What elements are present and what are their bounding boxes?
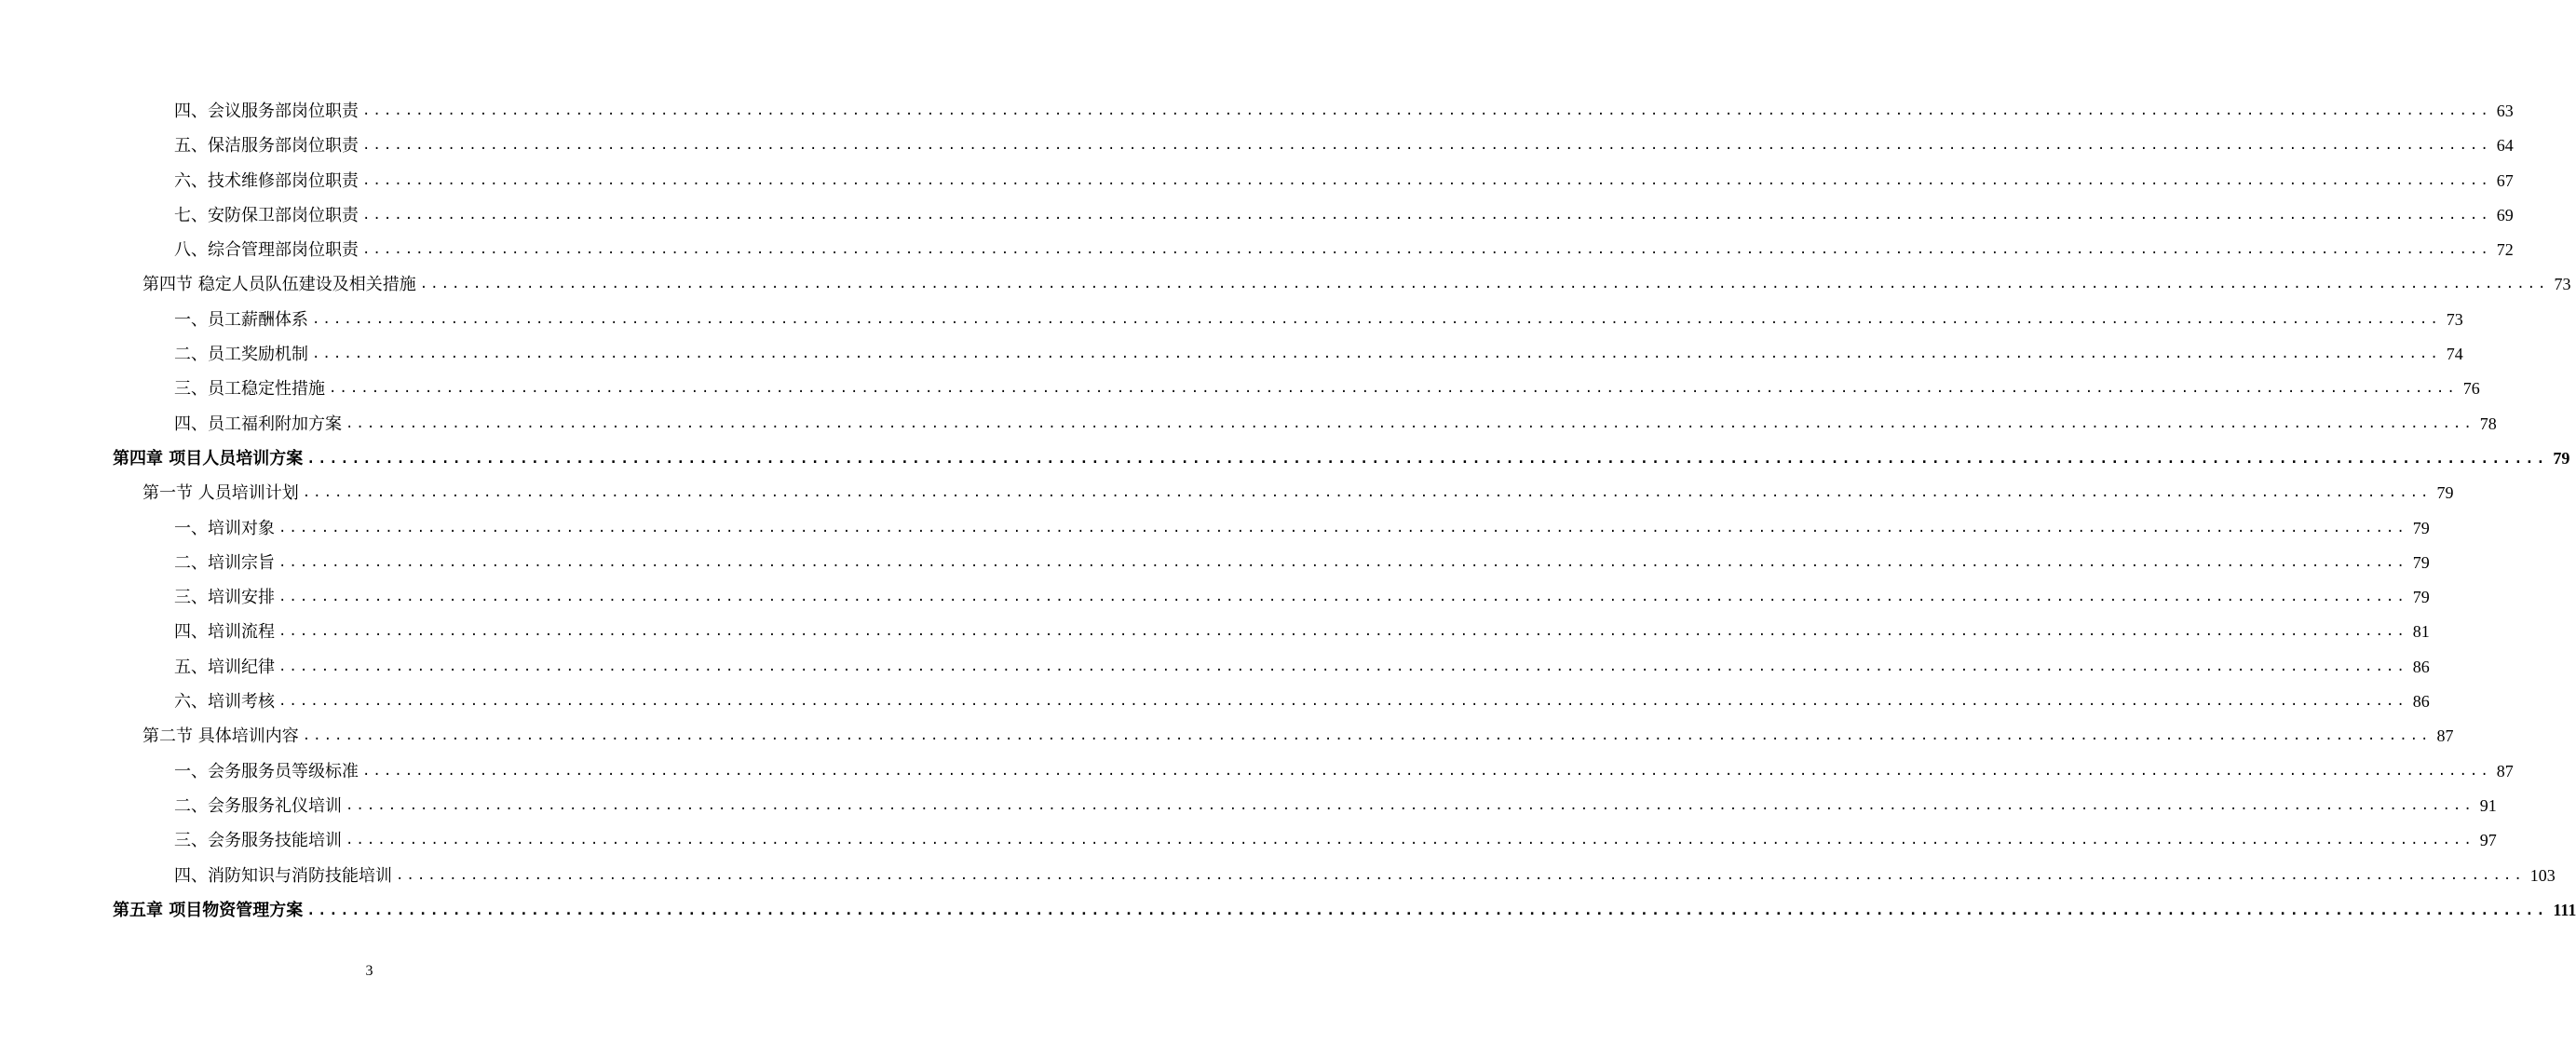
toc-dot-leader: ........................................................................................................................................................................................................ (278, 658, 2407, 674)
toc-entry-page: 79 (2436, 483, 2454, 503)
toc-entry-label: 三、培训安排 (174, 588, 275, 608)
toc-entry-item[interactable] (0, 303, 2463, 337)
toc-entry-label: 八、综合管理部岗位职责 (174, 240, 359, 261)
toc-dot-leader: ........................................................................................................................................................................................................ (278, 590, 2407, 605)
toc-entry-page: 97 (2479, 831, 2497, 850)
page-number: 3 (365, 963, 373, 979)
toc-dot-leader: ........................................................................................................................................................................................................ (278, 554, 2407, 570)
toc-entry-page: 64 (2496, 136, 2514, 156)
toc-entry-page: 111 (2553, 900, 2576, 919)
toc-dot-leader: ........................................................................................................................................................................................................ (329, 381, 2458, 397)
toc-entry-item[interactable] (0, 789, 2497, 823)
toc-entry-page: 86 (2412, 657, 2430, 676)
toc-entry-item[interactable] (0, 546, 2430, 580)
toc-dot-leader: ........................................................................................................................................................................................................ (302, 728, 2432, 744)
toc-entry-page: 67 (2496, 170, 2514, 190)
toc-entry-page: 81 (2412, 622, 2430, 642)
toc-entry-item[interactable] (0, 754, 2514, 789)
toc-entry-page: 91 (2479, 795, 2497, 815)
toc-entry-label: 一、员工薪酬体系 (174, 309, 308, 330)
toc-entry-chapter[interactable] (0, 441, 2570, 476)
toc-entry-item[interactable] (0, 511, 2430, 546)
toc-entry-page: 79 (2412, 552, 2430, 572)
toc-entry-label: 二、员工奖励机制 (174, 345, 308, 365)
toc-entry-page: 79 (2412, 588, 2430, 607)
toc-entry-label: 七、安防保卫部岗位职责 (174, 205, 359, 225)
toc-entry-section[interactable] (0, 476, 2454, 510)
toc-entry-item[interactable] (0, 233, 2514, 267)
toc-entry-page: 79 (2553, 448, 2570, 468)
toc-dot-leader: ........................................................................................................................................................................................................ (278, 520, 2407, 536)
toc-dot-leader: ........................................................................................................................................................................................................ (362, 207, 2491, 223)
toc-entry-page: 86 (2412, 692, 2430, 712)
toc-entry-item[interactable] (0, 615, 2430, 649)
toc-dot-leader: ........................................................................................................................................................................................................ (312, 311, 2441, 327)
toc-entry-section[interactable] (0, 719, 2454, 753)
toc-entry-page: 76 (2462, 379, 2480, 399)
table-of-contents (0, 94, 2576, 928)
toc-entry-label: 六、培训考核 (174, 692, 275, 712)
toc-entry-item[interactable] (0, 372, 2480, 406)
toc-dot-leader: ........................................................................................................................................................................................................ (278, 694, 2407, 710)
toc-dot-leader: ........................................................................................................................................................................................................ (362, 172, 2491, 188)
toc-entry-page: 103 (2529, 865, 2556, 885)
toc-entry-label: 三、员工稳定性措施 (174, 379, 325, 400)
toc-entry-item[interactable] (0, 164, 2514, 198)
toc-dot-leader: ........................................................................................................................................................................................................ (302, 485, 2432, 501)
toc-entry-item[interactable] (0, 650, 2430, 685)
toc-dot-leader: ........................................................................................................................................................................................................ (362, 103, 2491, 118)
toc-entry-page: 69 (2496, 205, 2514, 224)
toc-entry-label: 六、技术维修部岗位职责 (174, 170, 359, 191)
toc-entry-label: 第四章 项目人员培训方案 (113, 448, 304, 468)
toc-entry-item[interactable] (0, 337, 2463, 372)
toc-dot-leader: ........................................................................................................................................................................................................ (362, 138, 2491, 154)
toc-entry-label: 第四节 稳定人员队伍建设及相关措施 (142, 275, 416, 295)
toc-entry-label: 四、消防知识与消防技能培训 (174, 865, 392, 886)
toc-dot-leader: ........................................................................................................................................................................................................ (346, 797, 2474, 813)
toc-entry-label: 第一节 人员培训计划 (142, 483, 299, 504)
toc-entry-label: 第五章 项目物资管理方案 (113, 900, 304, 920)
toc-entry-label: 二、会务服务礼仪培训 (174, 795, 342, 816)
toc-dot-leader: ........................................................................................................................................................................................................ (278, 624, 2407, 640)
toc-entry-item[interactable] (0, 129, 2514, 163)
toc-entry-page: 79 (2412, 518, 2430, 537)
toc-dot-leader: ........................................................................................................................................................................................................ (312, 346, 2441, 362)
toc-entry-page: 73 (2446, 309, 2463, 329)
toc-entry-page: 78 (2479, 414, 2497, 433)
toc-entry-label: 四、培训流程 (174, 622, 275, 643)
toc-entry-page: 87 (2436, 726, 2454, 746)
toc-entry-item[interactable] (0, 580, 2430, 615)
toc-dot-leader: ........................................................................................................................................................................................................ (306, 449, 2548, 467)
toc-entry-item[interactable] (0, 198, 2514, 233)
toc-entry-label: 五、保洁服务部岗位职责 (174, 136, 359, 156)
toc-entry-label: 一、会务服务员等级标准 (174, 761, 359, 781)
toc-entry-item[interactable] (0, 685, 2430, 719)
toc-entry-item[interactable] (0, 823, 2497, 858)
toc-entry-chapter[interactable] (0, 893, 2576, 928)
toc-entry-item[interactable] (0, 407, 2497, 441)
toc-entry-page: 72 (2496, 240, 2514, 260)
toc-entry-label: 一、培训对象 (174, 518, 275, 538)
toc-dot-leader: ........................................................................................................................................................................................................ (362, 242, 2491, 258)
toc-dot-leader: ........................................................................................................................................................................................................ (346, 833, 2474, 848)
toc-entry-item[interactable] (0, 859, 2556, 893)
toc-dot-leader: ........................................................................................................................................................................................................ (396, 867, 2525, 883)
toc-entry-label: 三、会务服务技能培训 (174, 831, 342, 851)
toc-dot-leader: ........................................................................................................................................................................................................ (362, 763, 2491, 779)
toc-entry-label: 四、员工福利附加方案 (174, 414, 342, 434)
toc-entry-label: 四、会议服务部岗位职责 (174, 102, 359, 121)
toc-entry-label: 二、培训宗旨 (174, 552, 275, 573)
toc-entry-label: 第二节 具体培训内容 (142, 726, 299, 747)
toc-dot-leader: ........................................................................................................................................................................................................ (346, 415, 2474, 431)
toc-dot-leader: ........................................................................................................................................................................................................ (306, 901, 2548, 918)
toc-entry-label: 五、培训纪律 (174, 657, 275, 677)
toc-entry-page: 87 (2496, 761, 2514, 780)
toc-dot-leader: ........................................................................................................................................................................................................ (419, 277, 2549, 292)
toc-entry-page: 63 (2496, 102, 2514, 120)
toc-entry-item[interactable] (0, 94, 2514, 129)
toc-entry-page: 73 (2554, 275, 2571, 294)
toc-entry-page: 74 (2446, 345, 2463, 364)
toc-entry-section[interactable] (0, 267, 2571, 302)
